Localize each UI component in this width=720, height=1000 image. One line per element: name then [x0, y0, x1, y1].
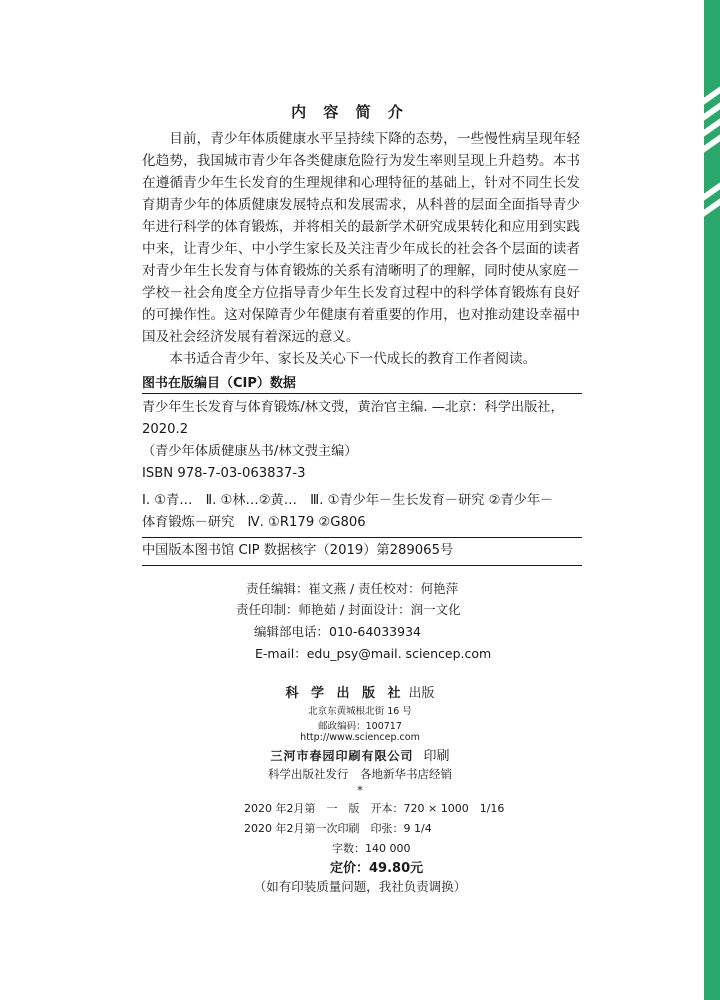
- publisher-website: http://www.sciencep.com: [300, 732, 420, 743]
- editors-line: 责任编辑：崔文燕 / 责任校对：何艳萍: [246, 581, 459, 596]
- cip-isbn: ISBN 978-7-03-063837-3: [142, 466, 306, 481]
- cip-classification: 体育锻炼－研究 Ⅳ. ①R179 ②G806: [142, 515, 366, 530]
- publisher-postcode: 邮政编码：100717: [318, 721, 402, 732]
- word-count: 字数：140 000: [332, 842, 411, 855]
- summary-paragraph: 目前，青少年体质健康水平呈持续下降的态势，一些慢性病呈现年轻化趋势，我国城市青少年各类健康危险行为发生率则呈现上升趋势。本书在遵循青少年生长发育的生理规律和心理特征的基础上，针对不同生长发育期青少年的体质健康发展特点和发展需求，从科普的层面全面指导青少年进行科学的体育锻炼，并将相关的最新学术研究成果转化和应用到实践中来，让青少年、中小学生家长及关注青少年成长的社会各个层面的读者对青少年生长发育与体育锻炼的关系有清晰明了的理解，同时使从家庭－学校－社会角度全方位指导青少年生长发育过程中的科学体育锻炼有良好的可操作性。这对保障青少年健康有着重要的作用，也对推动建设幸福中国及社会经济发展有着深远的意义。: [142, 131, 580, 345]
- quality-notice: （如有印装质量问题，我社负责调换）: [253, 879, 467, 894]
- divider: [142, 565, 582, 566]
- editorial-email: E-mail：edu_psy@mail. sciencep.com: [255, 646, 492, 661]
- summary-paragraph: 本书适合青少年、家长及关心下一代成长的教育工作者阅读。: [169, 351, 537, 367]
- distribution: 科学出版社发行 各地新华书店经销: [268, 767, 452, 781]
- summary-text: [142, 128, 580, 370]
- publisher-name: 科 学 出 版 社: [285, 686, 405, 701]
- divider: [142, 537, 582, 538]
- separator-asterisk: *: [357, 783, 363, 797]
- production-line: 责任印制：师艳茹 / 封面设计：润一文化: [236, 602, 461, 617]
- publisher-address: 北京东黄城根北街 16 号: [308, 706, 412, 717]
- price: 定价：49.80元: [330, 861, 424, 876]
- printer-role: 印刷: [423, 749, 450, 764]
- divider: [142, 393, 582, 394]
- summary-title: 内 容 简 介: [291, 103, 409, 121]
- edition-info: 2020 年2月第 一 版 开本：720 × 1000 1/16: [244, 802, 505, 815]
- printer-name: 三河市春园印刷有限公司: [270, 749, 414, 763]
- publisher-role: 出版: [408, 686, 435, 701]
- publisher-line: [0, 682, 720, 701]
- cip-record: 中国版本图书馆 CIP 数据核字（2019）第289065号: [142, 543, 454, 558]
- edge-decoration: [704, 0, 720, 1000]
- cip-heading: 图书在版编目（CIP）数据: [142, 376, 296, 391]
- cip-line: 青少年生长发育与体育锻炼/林文弢，黄治官主编. —北京：科学出版社，: [142, 400, 564, 415]
- cip-line: （青少年体质健康丛书/林文弢主编）: [142, 444, 358, 459]
- cip-line: 2020.2: [142, 422, 189, 437]
- cip-classification: Ⅰ. ①青… Ⅱ. ①林…②黄… Ⅲ. ①青少年－生长发育－研究 ②青少年－: [142, 493, 554, 508]
- impression-info: 2020 年2月第一次印刷 印张：9 1/4: [244, 822, 432, 835]
- editorial-phone: 编辑部电话：010-64033934: [254, 624, 421, 639]
- printer-line: [0, 745, 720, 764]
